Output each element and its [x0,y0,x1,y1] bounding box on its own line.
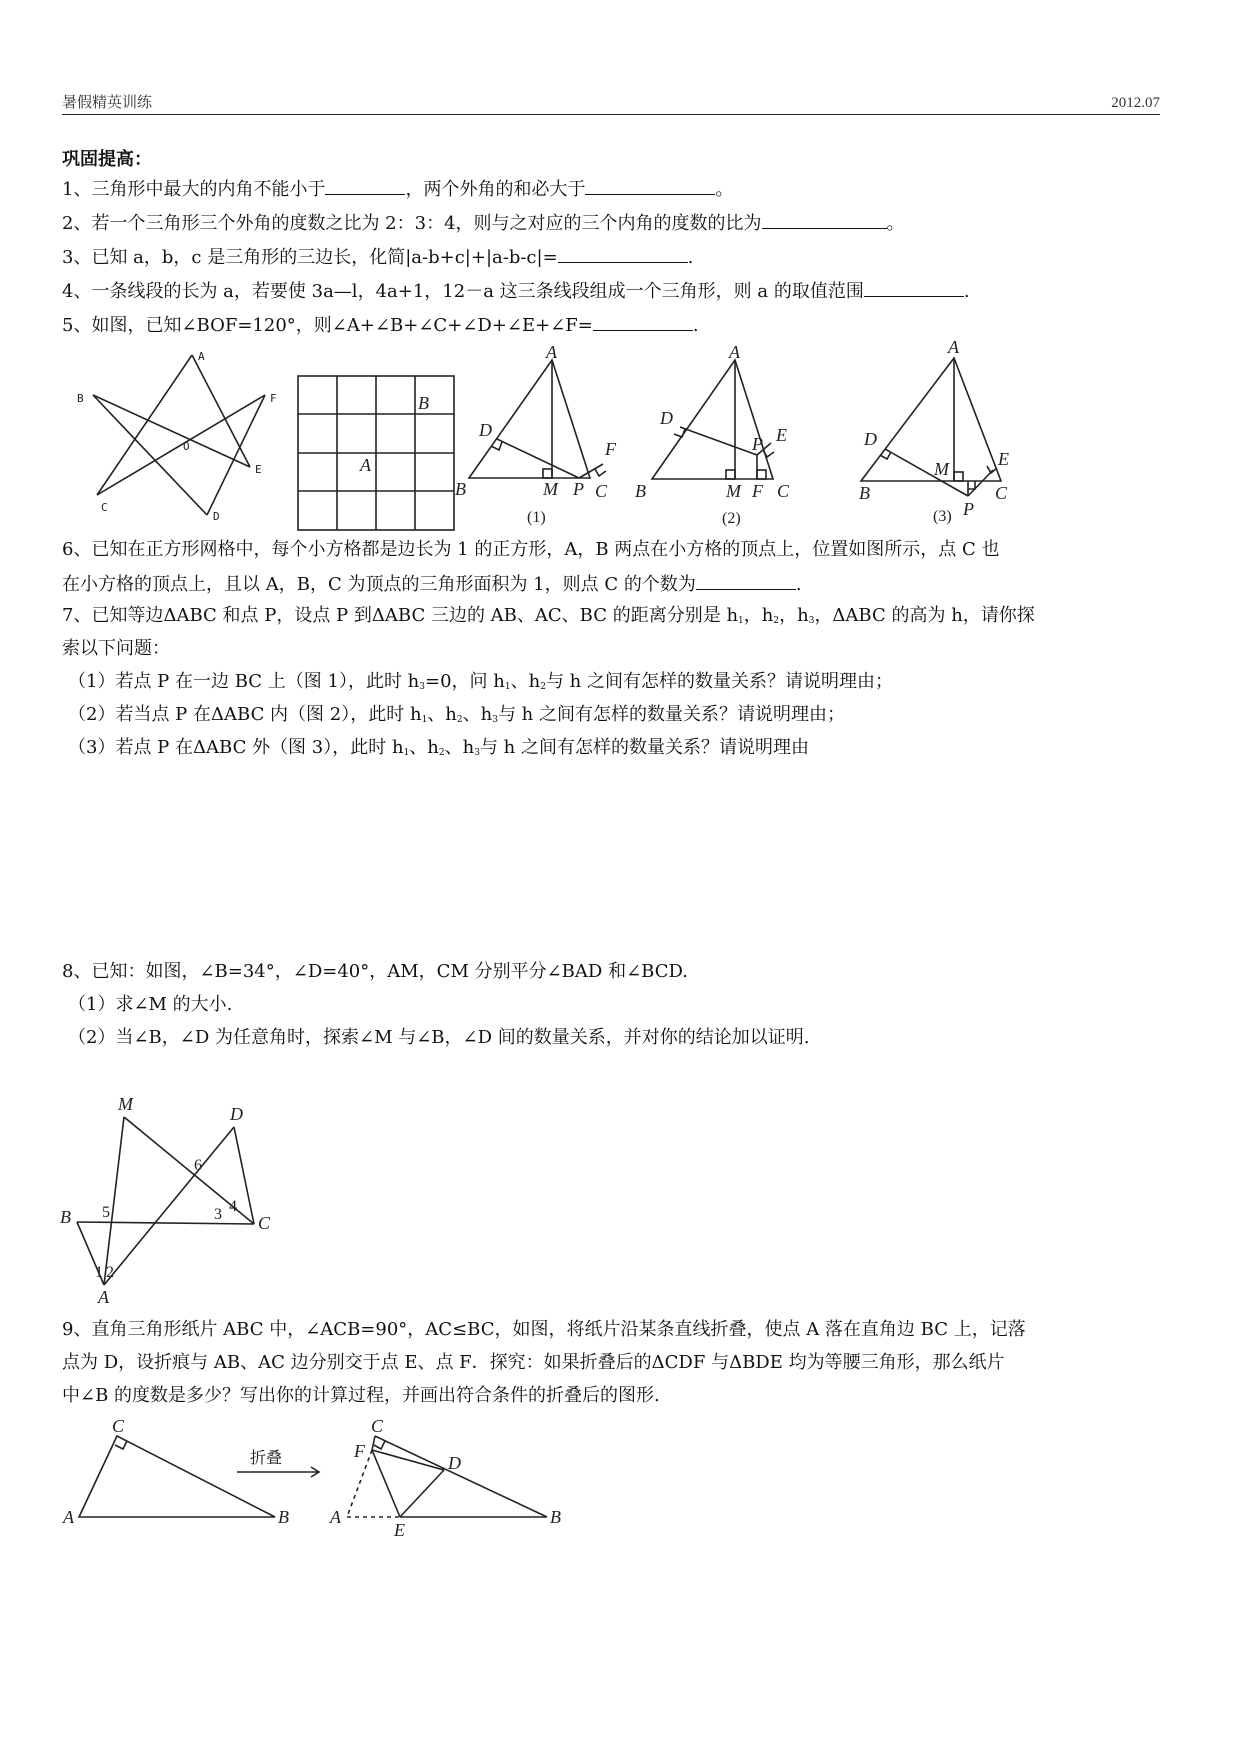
tri3-triangle [861,358,1001,481]
tri2-label-e: E [776,425,787,445]
q8-figure [60,1095,290,1310]
q7-sub3-text-a: （3）若点 P 在ΔABC 外（图 3），此时 h [68,737,404,758]
tri2-label-m: M [726,481,741,501]
q2-text-a: 2、若一个三角形三个外角的度数之比为 2：3：4，则与之对应的三个内角的度数的比为 [62,213,762,234]
q9-line-cf [372,1436,375,1450]
q9-fig2-label-e: E [394,1520,405,1540]
star-label-b: B [77,392,84,405]
q9-line-cb [375,1436,547,1517]
q9-fig1-label-b: B [278,1507,289,1527]
q9-line-fd [372,1450,444,1470]
question-6-line-1: 6、已知在正方形网格中，每个小方格都是边长为 1 的正方形，A，B 两点在小方格的顶点上，位置如图所示，点 C 也 [62,539,1000,560]
q4-text-b: . [963,281,970,302]
tri3-label-e: E [998,449,1009,469]
q9-fig2-label-d: D [448,1453,461,1473]
question-7-sub-3 [68,736,809,765]
tri2-label-p: P [752,434,763,454]
grid-label-b: B [418,393,429,413]
q7-sub1-text-a: （1）若点 P 在一边 BC 上（图 1），此时 h [68,671,420,692]
q8-angle-3: 3 [214,1206,222,1223]
question-2 [62,210,905,236]
q8-label-m: M [118,1094,133,1114]
tri1-label-p: P [573,479,584,499]
tri1-label-f: F [605,439,616,459]
tri1-right-angle-f [595,469,606,476]
q1-text-a: 1、三角形中最大的内角不能小于 [62,179,326,200]
star-line-cf [97,395,265,495]
tri1-label-d: D [479,420,492,440]
tri2-right-angle-f [757,470,766,479]
tri1-label-c: C [595,481,608,501]
q8-angle-2: 2 [106,1264,114,1281]
subscript: 1 [738,616,744,626]
tri3-label-c: C [995,483,1008,503]
subscript: 2 [540,682,546,692]
q1-text-c: 。 [715,179,734,200]
question-9-line-3: 中∠B 的度数是多少？写出你的计算过程，并画出符合条件的折叠后的图形. [62,1385,660,1406]
q9-right-angle-c [374,1441,385,1449]
tri2-label-f: F [752,481,763,501]
q9-right-angle-c [115,1441,127,1449]
fold-arrow-icon [235,1466,325,1480]
question-7-line-1 [62,604,1035,633]
star-label-e: E [255,463,262,476]
tri3-right-angle-p [968,481,975,489]
question-7-line-2: 索以下问题： [62,638,170,659]
question-6-line-2 [62,571,802,597]
q7-text-b: ，h [743,605,774,626]
star-figure [75,345,285,525]
tri2-caption: (2) [722,510,741,527]
tri3-label-p: P [963,499,974,519]
q3-text-b: . [687,247,694,268]
star-label-a: A [198,350,205,363]
tri1-right-angle-m [543,469,552,478]
tri1-label-a: A [546,342,557,362]
q9-line-fe [372,1450,400,1517]
q7-sub2-text-a: （2）若当点 P 在ΔABC 内（图 2），此时 h [68,704,422,725]
question-8-sub-1: （1）求∠M 的大小. [68,994,233,1015]
q6-text-a: 在小方格的顶点上，且以 A，B，C 为顶点的三角形面积为 1，则点 C 的个数为 [62,574,696,595]
tri3-caption: (3) [933,508,952,525]
question-7-sub-1 [68,670,893,699]
q1-blank-1[interactable] [325,176,405,195]
star-label-d: D [213,510,220,523]
q6-blank[interactable] [696,571,796,590]
q9-line-de [400,1470,444,1517]
grid-figure [298,376,458,531]
q7-sub2-text-c: 、h [462,704,493,725]
question-8-sub-2: （2）当∠B，∠D 为任意角时，探索∠M 与∠B，∠D 间的数量关系，并对你的结论加以证明. [68,1027,810,1048]
q4-text-a: 4、一条线段的长为 a，若要使 3a—l，4a+1，12－a 这三条线段组成一个三角形，则 a 的取值范围 [62,281,864,302]
q7-text-c: ，h [779,605,809,626]
q7-sub3-text-c: 、h [444,737,475,758]
fold-label: 折叠 [250,1448,283,1467]
q8-angle-1: 1 [95,1264,103,1281]
triangle-figure-1 [455,342,640,530]
subscript: 2 [456,715,463,725]
question-8-line-1: 8、已知：如图，∠B=34°，∠D=40°，AM，CM 分别平分∠BAD 和∠BCD. [62,961,688,982]
q8-label-b: B [60,1207,71,1227]
q8-angle-6: 6 [194,1157,202,1174]
subscript: 1 [504,682,511,692]
star-line-be [93,395,250,467]
q7-sub3-text-b: 、h [409,737,439,758]
triangle-figure-2 [630,342,815,530]
q7-sub1-text-b: =0，问 h [425,671,505,692]
q8-line-am [104,1117,124,1285]
star-line-bd [93,395,207,515]
tri2-label-a: A [729,342,740,362]
q1-blank-2[interactable] [585,176,715,195]
triangle-figure-3 [808,335,1009,525]
section-title: 巩固提高： [62,149,152,170]
q7-sub2-text-d: 与 h 之间有怎样的数量关系？请说明理由； [497,704,845,725]
q9-fig2-label-f: F [354,1441,365,1461]
q7-sub1-text-c: 、h [510,671,541,692]
q8-angle-4: 4 [229,1198,237,1215]
star-label-c: C [101,501,108,514]
header-date: 2012.07 [1111,95,1160,111]
q5-text-a: 5、如图，已知∠BOF=120°，则∠A+∠B+∠C+∠D+∠E+∠F= [62,315,593,336]
subscript: 1 [403,748,410,758]
q6-text-b: . [795,574,802,595]
question-7-sub-2 [68,703,845,732]
question-3 [62,244,693,270]
tri3-label-d: D [864,429,877,449]
subscript: 3 [474,748,480,758]
tri3-label-b: B [859,483,870,503]
star-label-o: O [183,440,190,453]
tri1-triangle [469,360,590,478]
q5-text-b: . [692,315,699,336]
tri3-label-m: M [934,459,949,479]
header-title: 暑假精英训练 [62,93,153,111]
q8-label-c: C [258,1213,271,1233]
tri3-label-a: A [948,337,959,357]
q9-fig1-label-c: C [112,1416,125,1436]
q2-text-b: 。 [886,213,905,234]
q3-text-a: 3、已知 a，b，c 是三角形的三边长，化简|a-b+c|+|a-b-c|= [62,247,558,268]
tri2-label-c: C [777,481,790,501]
tri2-right-angle-d [674,429,685,437]
question-5 [62,312,699,338]
subscript: 3 [492,715,498,725]
q9-fig2-label-b: B [550,1507,561,1527]
grid-label-a: A [360,455,371,475]
q2-blank[interactable] [762,210,887,229]
q8-label-a: A [98,1287,109,1307]
q7-text-a: 7、已知等边ΔABC 和点 P，设点 P 到ΔABC 三边的 AB、AC、BC 的距离分别是 h [62,605,739,626]
page-header [62,92,1160,115]
subscript: 2 [438,748,445,758]
q8-line-bc [77,1222,254,1224]
tri2-right-angle-m [726,470,735,479]
tri1-caption: (1) [527,509,546,526]
question-1 [62,176,733,202]
star-line-ac [97,355,192,495]
tri2-pd [680,427,757,455]
subscript: 3 [419,682,426,692]
tri2-label-b: B [635,481,646,501]
q9-fig2-label-c: C [371,1416,384,1436]
star-line-ae [192,355,250,467]
subscript: 2 [773,616,780,626]
q9-fig2-label-a: A [330,1507,341,1527]
q9-figure-folded [320,1416,561,1540]
question-9-line-1: 9、直角三角形纸片 ABC 中，∠ACB=90°，AC≤BC，如图，将纸片沿某条直线折叠，使点 A 落在直角边 BC 上，记落 [62,1319,1026,1340]
q8-label-d: D [230,1104,243,1124]
tri1-label-m: M [543,479,558,499]
subscript: 1 [421,715,428,725]
q4-blank[interactable] [864,278,964,297]
q7-sub1-text-d: 与 h 之间有怎样的数量关系？请说明理由； [545,671,893,692]
tri3-right-angle-m [954,472,963,481]
q8-angle-5: 5 [102,1204,110,1221]
q1-text-b: ，两个外角的和必大于 [405,179,586,200]
q7-sub2-text-b: 、h [427,704,457,725]
question-4 [62,278,970,304]
q7-text-d: ，ΔABC 的高为 h，请你探 [814,605,1035,626]
q3-blank[interactable] [558,244,688,263]
star-label-f: F [270,392,277,405]
tri1-pd [497,439,579,478]
tri2-label-d: D [660,408,673,428]
q7-sub3-text-d: 与 h 之间有怎样的数量关系？请说明理由 [479,737,809,758]
q9-fig1-label-a: A [63,1507,74,1527]
subscript: 3 [808,616,815,626]
question-9-line-2: 点为 D，设折痕与 AB、AC 边分别交于点 E、点 F．探究：如果折叠后的ΔCDF 与ΔBDE 均为等腰三角形，那么纸片 [62,1352,1005,1373]
q5-blank[interactable] [593,312,693,331]
tri1-label-b: B [455,479,466,499]
tri3-pe [968,470,993,496]
